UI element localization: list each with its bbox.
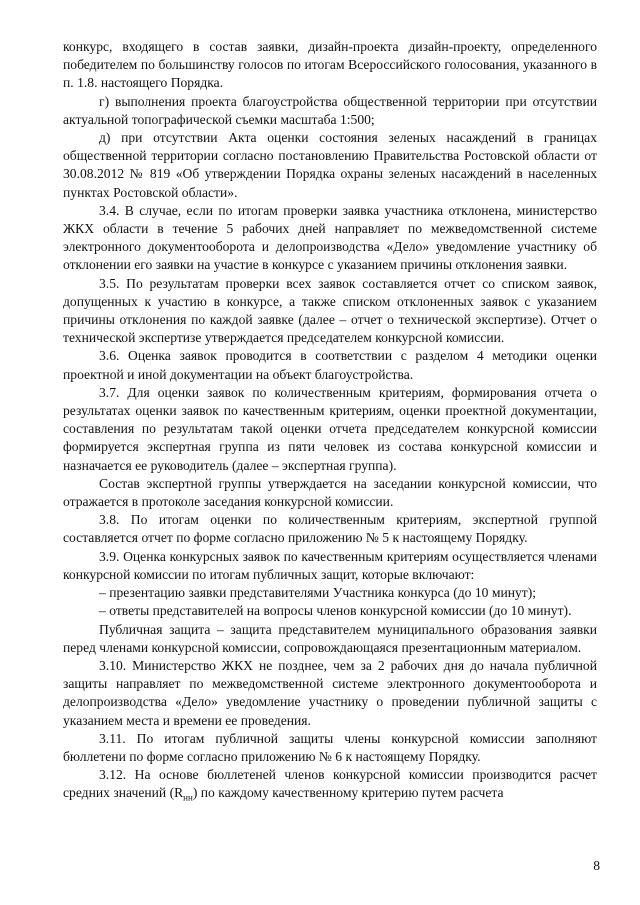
paragraph-3-12-text-start: 3.12. На основе бюллетеней членов конкурсной комиссии производится расчет средних значений (R [63, 767, 597, 801]
paragraph-present: – презентацию заявки представителями Участника конкурса (до 10 минут); [99, 585, 537, 601]
paragraph-d: д) при отсутствии Акта оценки состояния зеленых насаждений в границах общественной территории согласно постановлению Правительства Ростовской области от 30.08.2012 № 819 «Об утверждении Порядка охраны зеленых насаждений в населенных пунктах Ростовской области». [63, 130, 597, 200]
paragraph-group: Состав экспертной группы утверждается на заседании конкурсной комиссии, что отражается в протоколе заседания конкурсной комиссии. [63, 475, 597, 510]
paragraph-3-4: 3.4. В случае, если по итогам проверки заявка участника отклонена, министерство ЖКХ области в течение 5 рабочих дней направляет по межведомственной системе электронного документооборота и делопроизводства «Дело» уведомление участнику об отклонении его заявки на участие в конкурсе с указанием причины отклонения заявки. [63, 202, 597, 273]
paragraph-g: г) выполнения проекта благоустройства общественной территории при отсутствии актуальной топографической съемки масштаба 1:500; [63, 93, 597, 127]
paragraph-3-5: 3.5. По результатам проверки всех заявок составляется отчет со списком заявок, допущенных к участию в конкурсе, а также списком отклоненных заявок с указанием причины отклонения по каждой заявке (далее – отчет о технической экспертизе). Отчет о технической экспертизе утверждается председателем конкурсной комиссии. [63, 275, 597, 346]
paragraph-contest-cont: конкурс, входящего в состав заявки, дизайн-проекта дизайн-проекту, определенного победителем по большинству голосов по итогам Всероссийского голосования, указанного в п. 1.8. настоящего Порядка. [63, 39, 597, 91]
paragraph-answers: – ответы представителей на вопросы членов конкурсной комиссии (до 10 минут). [99, 603, 572, 619]
paragraph-3-11: 3.11. По итогам публичной защиты члены конкурсной комиссии заполняют бюллетени по форме согласно приложению № 6 к настоящему Порядку. [63, 730, 597, 764]
paragraph-3-12-text-end: ) по каждому качественному критерию путем расчета [192, 785, 504, 801]
paragraph-3-8: 3.8. По итогам оценки по количественным критериям, экспертной группой составляется отчет по форме согласно приложению № 5 к настоящему Порядку. [63, 512, 597, 546]
document-body [63, 38, 597, 803]
page-number: 8 [593, 858, 600, 873]
paragraph-3-9: 3.9. Оценка конкурсных заявок по качественным критериям осуществляется членами конкурсной комиссии по итогам публичных защит, которые включают: [63, 548, 597, 582]
paragraph-3-6: 3.6. Оценка заявок проводится в соответствии с разделом 4 методики оценки проектной и иной документации на объект благоустройства. [63, 348, 597, 382]
paragraph-public: Публичная защита – защита представителем муниципального образования заявки перед членами конкурсной комиссии, сопровождающаяся презентационным материалом. [63, 621, 597, 655]
r-subscript: нн [183, 793, 193, 804]
paragraph-3-10: 3.10. Министерство ЖКХ не позднее, чем за 2 рабочих дня до начала публичной защиты направляет по межведомственной системе электронного документооборота и делопроизводства «Дело» уведомление участнику о проведении публичной защиты с указанием места и времени ее проведения. [63, 657, 597, 728]
paragraph-3-7: 3.7. Для оценки заявок по количественным критериям, формирования отчета о результатах оценки заявок по качественным критериям, оценки проектной документации, составления по результатам такой оценки отчета председателем конкурсной комиссии формируется экспертная группа из пяти человек из состава конкурсной комиссии и назначается ее руководитель (далее – экспертная группа). [63, 384, 597, 473]
paragraph-3-12 [63, 766, 597, 802]
